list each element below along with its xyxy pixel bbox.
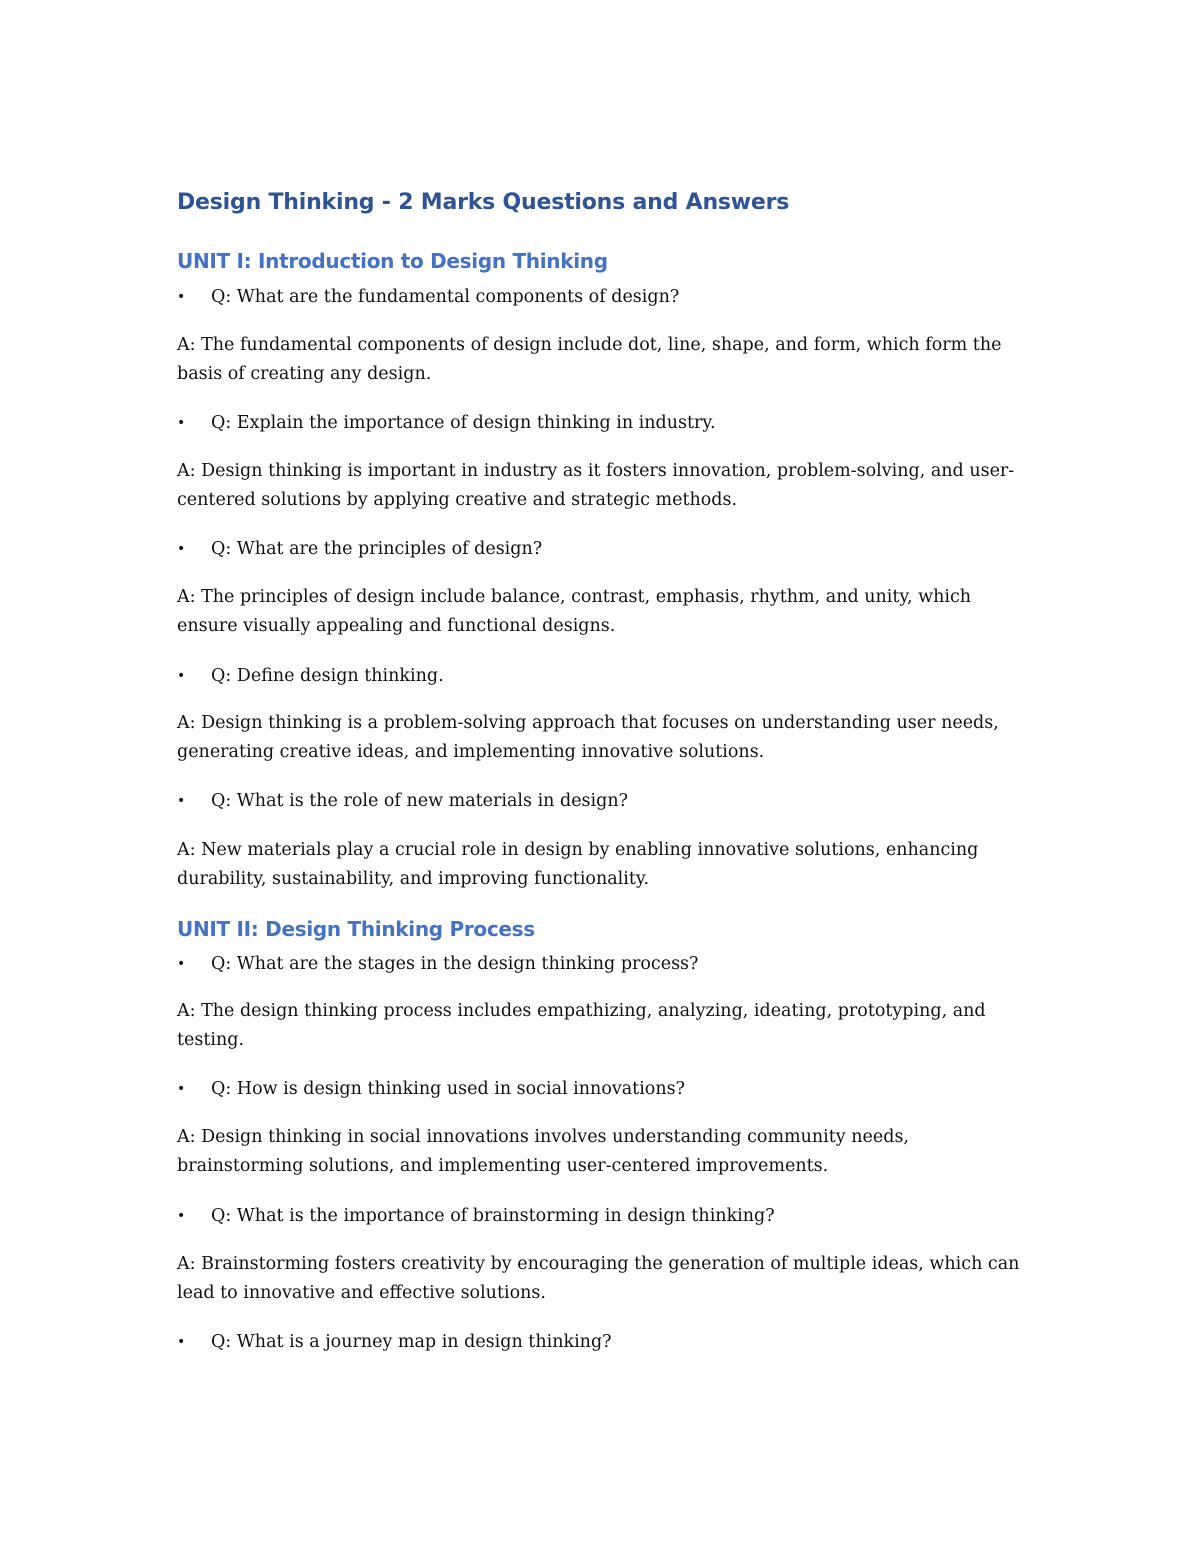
question-text: Q: Define design thinking.: [211, 666, 444, 686]
unit-1-heading: UNIT I: Introduction to Design Thinking: [177, 249, 608, 273]
question-text: Q: What are the principles of design?: [211, 539, 543, 559]
bullet-icon: •: [177, 1334, 186, 1350]
page-title: Design Thinking - 2 Marks Questions and Answers: [177, 190, 790, 215]
bullet-icon: •: [177, 415, 186, 431]
answer-text: A: The principles of design include balance, contrast, emphasis, rhythm, and unity, which ensure visually appealing and functional designs.: [177, 587, 972, 636]
bullet-icon: •: [177, 793, 186, 809]
answer-text: A: Brainstorming fosters creativity by encouraging the generation of multiple ideas, which can lead to innovative and effective solutions.: [177, 1254, 1020, 1303]
unit-2-heading: UNIT II: Design Thinking Process: [177, 917, 535, 941]
answer-text: A: Design thinking is important in industry as it fosters innovation, problem-solving, and user-centered solutions by applying creative and strategic methods.: [177, 461, 1015, 510]
bullet-icon: •: [177, 289, 186, 305]
bullet-icon: •: [177, 668, 186, 684]
question-text: Q: Explain the importance of design thinking in industry.: [211, 413, 716, 433]
question-text: Q: What is a journey map in design thinking?: [211, 1332, 612, 1352]
answer-text: A: The fundamental components of design include dot, line, shape, and form, which form the basis of creating any design.: [177, 335, 1002, 384]
answer-text: A: Design thinking in social innovations involves understanding community needs, brainstorming solutions, and implementing user-centered improvements.: [177, 1127, 909, 1176]
answer-text: A: Design thinking is a problem-solving approach that focuses on understanding user needs, generating creative ideas, and implementing innovative solutions.: [177, 713, 999, 762]
bullet-icon: •: [177, 956, 186, 972]
bullet-icon: •: [177, 1081, 186, 1097]
answer-text: A: New materials play a crucial role in design by enabling innovative solutions, enhancing durability, sustainability, and improving functionality.: [177, 840, 979, 889]
question-text: Q: What is the role of new materials in design?: [211, 791, 628, 811]
bullet-icon: •: [177, 1208, 186, 1224]
question-text: Q: What are the fundamental components of design?: [211, 287, 680, 307]
question-text: Q: What are the stages in the design thinking process?: [211, 954, 699, 974]
answer-text: A: The design thinking process includes empathizing, analyzing, ideating, prototyping, and testing.: [177, 1001, 986, 1050]
question-text: Q: What is the importance of brainstorming in design thinking?: [211, 1206, 775, 1226]
question-text: Q: How is design thinking used in social innovations?: [211, 1079, 685, 1099]
bullet-icon: •: [177, 541, 186, 557]
